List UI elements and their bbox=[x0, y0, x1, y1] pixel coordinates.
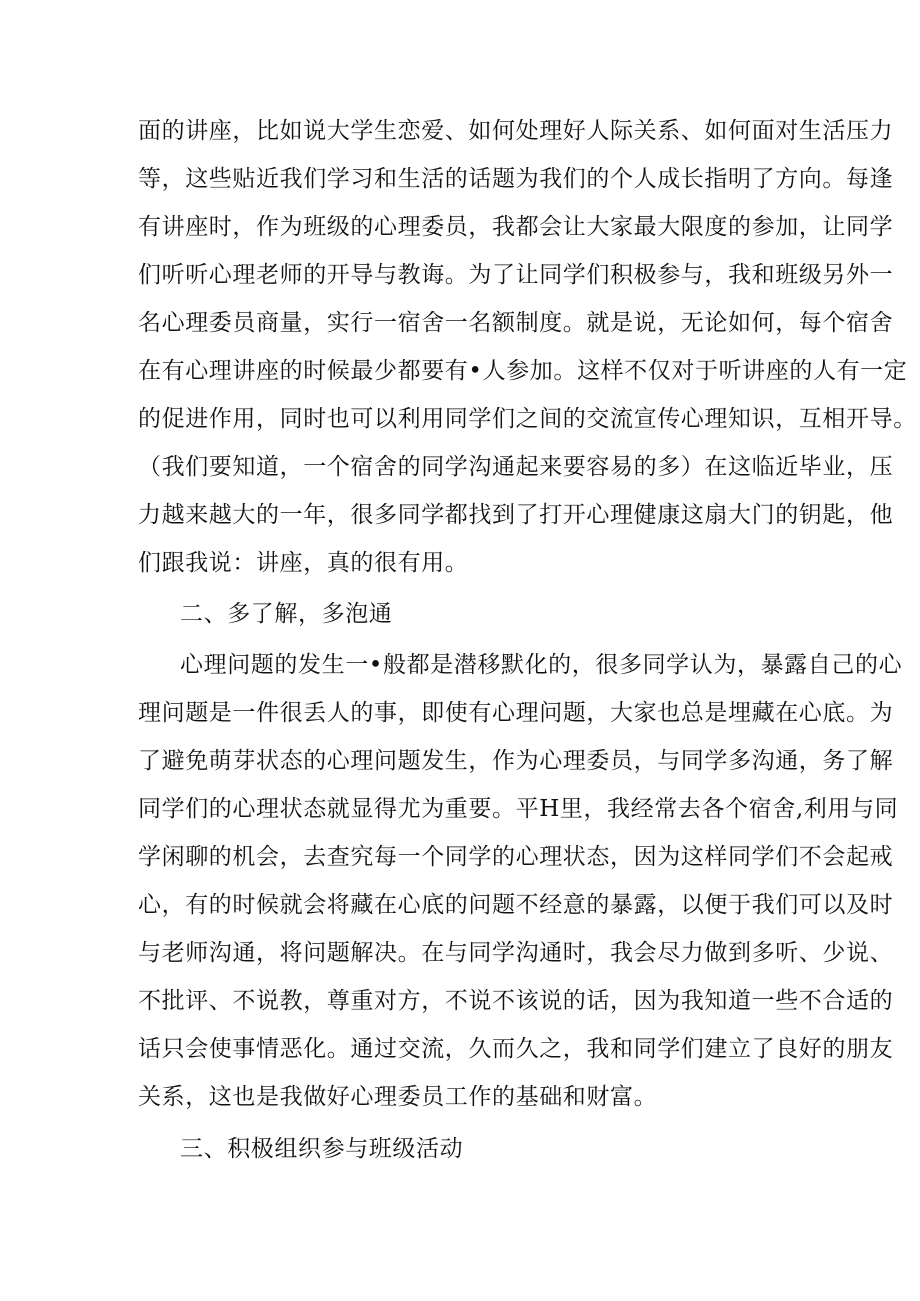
paragraph-1-line-10: 们跟我说：讲座，真的很有用。 bbox=[138, 550, 469, 576]
paragraph-2-line-7: 与老师沟通，将问题解决。在与同学沟通时，我会尽力做到多听、少说、 bbox=[138, 940, 894, 966]
paragraph-1-line-6: 在有心理讲座的时候最少都要有•人参加。这样不仅对于听讲座的人有一定 bbox=[138, 358, 908, 384]
paragraph-2-line-3: 了避免萌芽状态的心理问题发生，作为心理委员，与同学多沟通，务了解 bbox=[138, 748, 894, 774]
section-heading-3: 三、积极组织参与班级活动 bbox=[180, 1136, 464, 1162]
paragraph-2-line-9: 话只会使事情恶化。通过交流，久而久之，我和同学们建立了良好的朋友 bbox=[138, 1036, 894, 1062]
paragraph-2-line-8: 不批评、不说教，尊重对方，不说不该说的话，因为我知道一些不合适的 bbox=[138, 988, 894, 1014]
paragraph-2-line-4: 同学们的心理状态就显得尤为重要。平H里，我经常去各个宿舍,利用与同 bbox=[138, 796, 899, 822]
section-heading-2: 二、多了解，多泡通 bbox=[180, 601, 393, 627]
paragraph-1-line-7: 的促进作用，同时也可以利用同学们之间的交流宣传心理知识，互相开导。 bbox=[138, 406, 917, 432]
paragraph-1-line-4: 们听听心理老师的开导与教诲。为了让同学们积极参与，我和班级另外一 bbox=[138, 262, 894, 288]
paragraph-2-line-6: 心，有的时候就会将藏在心底的问题不经意的暴露，以便于我们可以及时 bbox=[138, 892, 894, 918]
paragraph-2-line-2: 理问题是一件很丢人的事，即使有心理问题，大家也总是埋藏在心底。为 bbox=[138, 700, 894, 726]
paragraph-2-line-5: 学闲聊的机会，去查究每一个同学的心理状态，因为这样同学们不会起戒 bbox=[138, 844, 894, 870]
paragraph-1-line-2: 等，这些贴近我们学习和生活的话题为我们的个人成长指明了方向。每逢 bbox=[138, 166, 894, 192]
paragraph-2-line-1: 心理问题的发生一•般都是潜移默化的，很多同学认为，暴露自己的心 bbox=[180, 652, 903, 678]
paragraph-1-line-3: 有讲座时，作为班级的心理委员，我都会让大家最大限度的参加，让同学 bbox=[138, 214, 894, 240]
paragraph-2-line-10: 关系，这也是我做好心理委员工作的基础和财富。 bbox=[138, 1084, 658, 1110]
paragraph-1-line-8: （我们要知道，一个宿舍的同学沟通起来要容易的多）在这临近毕业，压 bbox=[138, 454, 894, 480]
paragraph-1-line-9: 力越来越大的一年，很多同学都找到了打开心理健康这扇大门的钥匙，他 bbox=[138, 502, 894, 528]
paragraph-1-line-5: 名心理委员商量，实行一宿舍一名额制度。就是说，无论如何，每个宿舍 bbox=[138, 310, 894, 336]
paragraph-1-line-1: 面的讲座，比如说大学生恋爱、如何处理好人际关系、如何面对生活压力 bbox=[138, 118, 894, 144]
